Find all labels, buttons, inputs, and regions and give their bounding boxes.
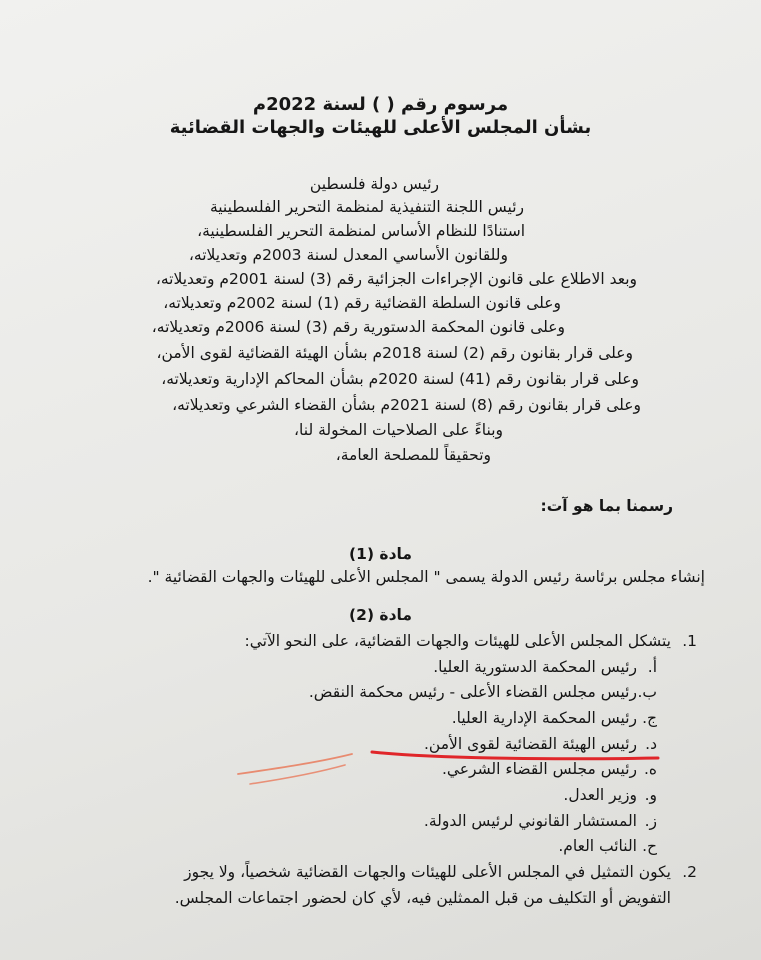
member-letter: ح. — [642, 837, 657, 855]
member-letter: ب. — [637, 683, 657, 701]
member-text: رئيس المحكمة الدستورية العليا. — [433, 658, 637, 676]
preamble-line: وعلى قرار بقانون رقم (8) لسنة 2021م بشأن القضاء الشرعي وتعديلاته، — [172, 396, 641, 414]
member-letter: أ. — [647, 658, 657, 676]
preamble-line: وبناءً على الصلاحيات المخولة لنا، — [294, 421, 503, 439]
red-pen-stroke — [250, 765, 345, 784]
clause-2-line-2: التفويض أو التكليف من قبل الممثلين فيه، لأي كان لحضور اجتماعات المجلس. — [174, 889, 671, 907]
member-text: رئيس مجلس القضاء الأعلى - رئيس محكمة النقض. — [308, 683, 637, 701]
article-1-heading: مادة (1) — [349, 545, 412, 563]
member-letter: ز. — [644, 812, 657, 830]
member-text: النائب العام. — [558, 837, 637, 855]
preamble-line: وللقانون الأساسي المعدل لسنة 2003م وتعديلاته، — [188, 246, 508, 264]
clause-2-line-1: يكون التمثيل في المجلس الأعلى للهيئات والجهات القضائية شخصياً، ولا يجوز — [184, 863, 671, 881]
member-letter: ج. — [642, 709, 657, 727]
preamble-line: وعلى قرار بقانون رقم (2) لسنة 2018م بشأن الهيئة القضائية لقوى الأمن، — [156, 344, 633, 362]
clause-number: 2. — [682, 863, 697, 881]
preamble-line: رئيس اللجنة التنفيذية لمنظمة التحرير الفلسطينية — [209, 198, 524, 216]
preamble-line: وعلى قرار بقانون رقم (41) لسنة 2020م بشأن المحاكم الإدارية وتعديلاته، — [161, 370, 639, 388]
member-text-highlighted: رئيس الهيئة القضائية لقوى الأمن. — [424, 735, 637, 753]
member-text: المستشار القانوني لرئيس الدولة. — [423, 812, 637, 830]
clause-text: يتشكل المجلس الأعلى للهيئات والجهات القضائية، على النحو الآتي: — [244, 632, 671, 650]
member-text: رئيس المحكمة الإدارية العليا. — [451, 709, 637, 727]
preamble-line: وبعد الاطلاع على قانون الإجراءات الجزائية رقم (3) لسنة 2001م وتعديلاته، — [155, 270, 637, 288]
preamble-line: رئيس دولة فلسطين — [309, 175, 439, 193]
decree-subject: بشأن المجلس الأعلى للهيئات والجهات القضائية — [169, 117, 592, 138]
decree-intro: رسمنا بما هو آت: — [540, 497, 673, 515]
member-letter: و. — [644, 786, 657, 804]
decree-title: مرسوم رقم ( ) لسنة 2022م — [252, 94, 509, 115]
member-text: وزير العدل. — [563, 786, 637, 804]
article-2-heading: مادة (2) — [349, 606, 412, 624]
preamble-line: استنادًا للنظام الأساس لمنظمة التحرير الفلسطينية، — [197, 222, 525, 240]
clause-number: 1. — [682, 632, 697, 650]
member-letter: ه. — [643, 760, 657, 778]
preamble-line: وتحقيقاً للمصلحة العامة، — [335, 446, 491, 464]
member-text: رئيس مجلس القضاء الشرعي. — [441, 760, 637, 778]
member-letter: د. — [645, 735, 657, 753]
preamble-line: وعلى قانون السلطة القضائية رقم (1) لسنة 2002م وتعديلاته، — [163, 294, 561, 312]
red-pen-stroke — [238, 754, 352, 774]
article-1-text: إنشاء مجلس برئاسة رئيس الدولة يسمى " المجلس الأعلى للهيئات والجهات القضائية ". — [147, 568, 705, 586]
preamble-line: وعلى قانون المحكمة الدستورية رقم (3) لسنة 2006م وتعديلاته، — [151, 318, 565, 336]
